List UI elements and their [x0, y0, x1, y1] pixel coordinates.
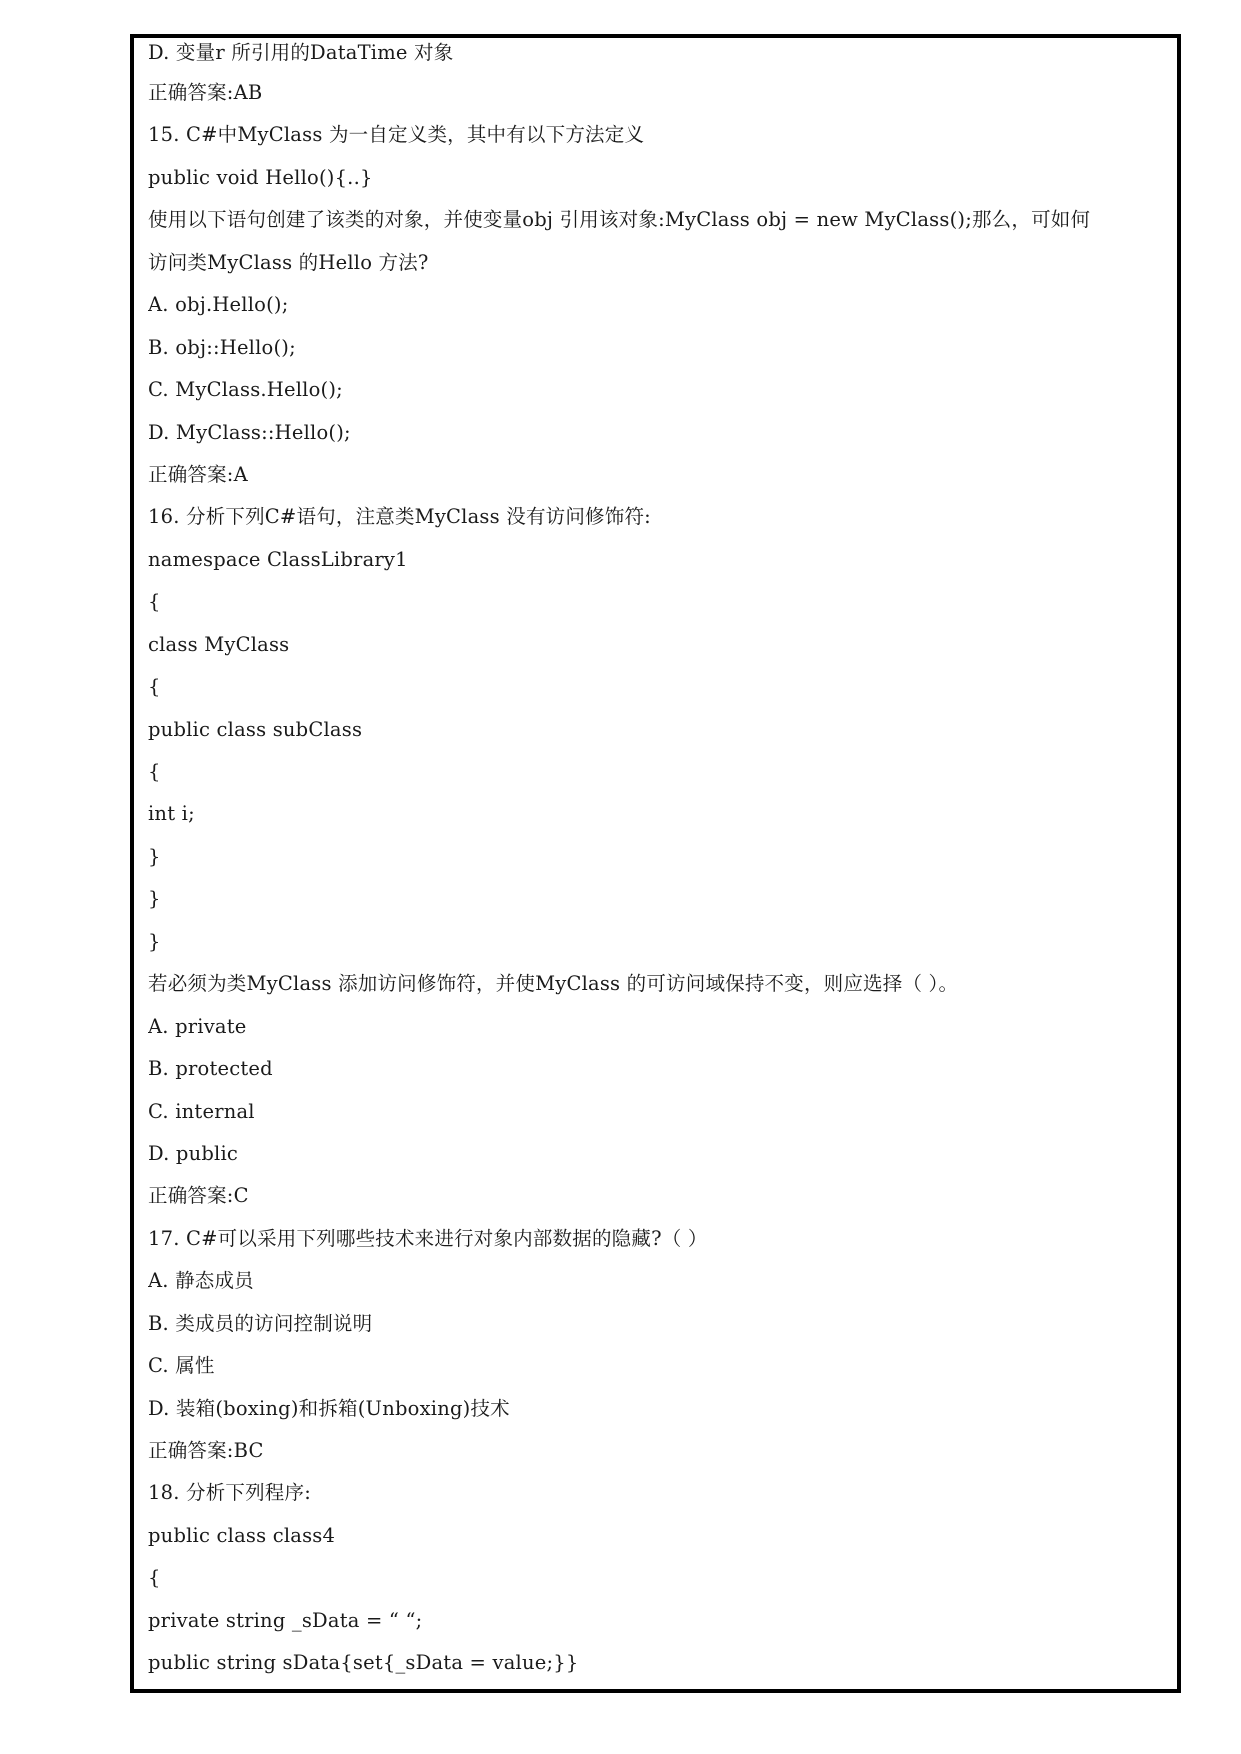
text-line: 正确答案:A	[148, 462, 248, 486]
text-line: C. 属性	[148, 1354, 215, 1378]
text-line: 若必须为类MyClass 添加访问修饰符，并使MyClass 的可访问域保持不变，则应选择（ ）。	[148, 972, 959, 996]
document-lines	[148, 38, 1167, 1685]
text-line: D. 变量r 所引用的DataTime 对象	[148, 41, 454, 64]
text-line: }	[148, 887, 161, 911]
text-line: D. public	[148, 1141, 239, 1165]
text-line: {	[148, 760, 161, 783]
text-line: 使用以下语句创建了该类的对象，并使变量obj 引用该对象:MyClass obj = new MyClass();那么，可如何	[148, 208, 1091, 232]
text-line: 正确答案:AB	[148, 81, 263, 104]
text-line: B. obj::Hello();	[148, 335, 296, 359]
text-line: C. MyClass.Hello();	[148, 378, 343, 402]
text-line: 18. 分析下列程序:	[148, 1481, 311, 1505]
text-line: 16. 分析下列C#语句，注意类MyClass 没有访问修饰符:	[148, 505, 651, 529]
text-line: {	[148, 590, 161, 614]
text-line: public void Hello(){..}	[148, 165, 373, 189]
text-line: 正确答案:BC	[148, 1439, 264, 1462]
text-line: }	[148, 929, 161, 953]
text-line: A. obj.Hello();	[148, 293, 289, 317]
text-line: public class class4	[148, 1523, 336, 1547]
text-line: 访问类MyClass 的Hello 方法?	[148, 250, 429, 274]
text-line: int i;	[148, 802, 195, 826]
text-line: D. 装箱(boxing)和拆箱(Unboxing)技术	[148, 1396, 510, 1420]
text-line: public class subClass	[148, 717, 363, 741]
text-line: class MyClass	[148, 632, 290, 656]
text-line: B. 类成员的访问控制说明	[148, 1311, 373, 1335]
text-line: A. 静态成员	[148, 1269, 254, 1293]
text-line: private string _sData = “ “;	[148, 1608, 423, 1632]
text-line: 15. C#中MyClass 为一自定义类，其中有以下方法定义	[148, 123, 645, 147]
text-line: }	[148, 844, 161, 868]
text-line: B. protected	[148, 1057, 273, 1081]
text-line: {	[148, 675, 161, 699]
text-line: {	[148, 1566, 161, 1590]
text-line: A. private	[148, 1014, 247, 1038]
document-frame	[130, 34, 1181, 1693]
text-line: 正确答案:C	[148, 1184, 249, 1208]
text-line: public string sData{set{_sData = value;}}	[148, 1651, 579, 1675]
text-line: D. MyClass::Hello();	[148, 420, 351, 444]
text-line: namespace ClassLibrary1	[148, 547, 408, 571]
text-line: C. internal	[148, 1099, 255, 1123]
text-line: 17. C#可以采用下列哪些技术来进行对象内部数据的隐藏?（ ）	[148, 1226, 708, 1250]
